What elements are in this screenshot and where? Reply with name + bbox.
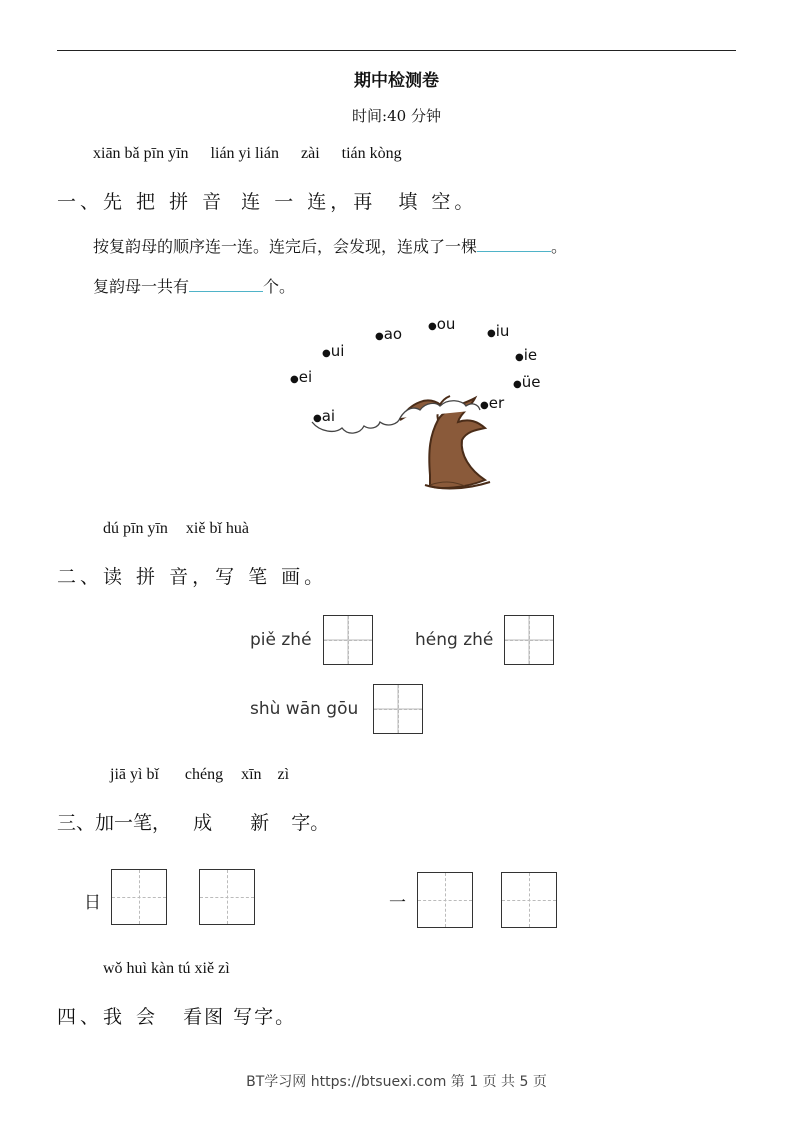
vowel-ei: ●ei [290,368,313,386]
pinyin-segment: zài [300,145,320,162]
stroke-label: shù wān gōu [250,699,359,719]
header-rule [57,50,736,51]
writing-box[interactable] [504,615,554,665]
stroke-label: héng zhé [415,630,494,650]
section1-pinyin [93,145,402,163]
vowel-ui: ●ui [322,342,345,360]
pinyin-segment: tián kòng [341,145,402,162]
stroke-label: piě zhé [250,630,312,650]
section3-heading: 三、加一笔， 成 新 字。 [57,812,330,834]
writing-box[interactable] [199,869,255,925]
vowel-ue: ●üe [513,373,541,391]
pinyin-segment: lián yi lián [210,145,279,162]
vowel-ai: ●ai [313,407,336,425]
vowel-ie: ●ie [515,346,538,364]
writing-box[interactable] [373,684,423,734]
section3-pinyin: jiā yì bǐ chéng xīn zì [110,766,290,783]
section1-line2: 复韵母一共有 个。 [93,277,296,296]
vowel-er: ●er [480,394,505,412]
writing-box[interactable] [323,615,373,665]
section4-pinyin: wǒ huì kàn tú xiě zì [103,960,230,977]
section1-heading: 一、先 把 拼 音 连 一 连，再 填 空。 [57,191,478,213]
section1-line1: 按复韵母的顺序连一连。连完后，会发现，连成了一棵 。 [93,237,568,256]
vowel-iu: ●iu [487,322,510,340]
answer-blank[interactable] [477,237,551,252]
section2-pinyin: dú pīn yīn xiě bǐ huà [103,520,249,537]
writing-box[interactable] [501,872,557,928]
page-title: 期中检测卷 [354,71,439,91]
section2-heading: 二、读 拼 音，写 笔 画。 [57,566,328,588]
writing-box[interactable] [111,869,167,925]
page-footer: BT学习网 https://btsuexi.com 第 1 页 共 5 页 [246,1074,547,1090]
answer-blank[interactable] [189,277,263,292]
vowel-ou: ●ou [428,315,456,333]
time-limit: 时间:40 分钟 [352,107,441,125]
writing-box[interactable] [417,872,473,928]
section4-heading: 四、我 会 看图 写字。 [57,1006,297,1028]
pinyin-segment: xiān bǎ pīn yīn [93,145,189,162]
base-character: 日 [84,893,101,913]
base-character: 一 [389,893,406,913]
vowel-ao: ●ao [375,325,403,343]
